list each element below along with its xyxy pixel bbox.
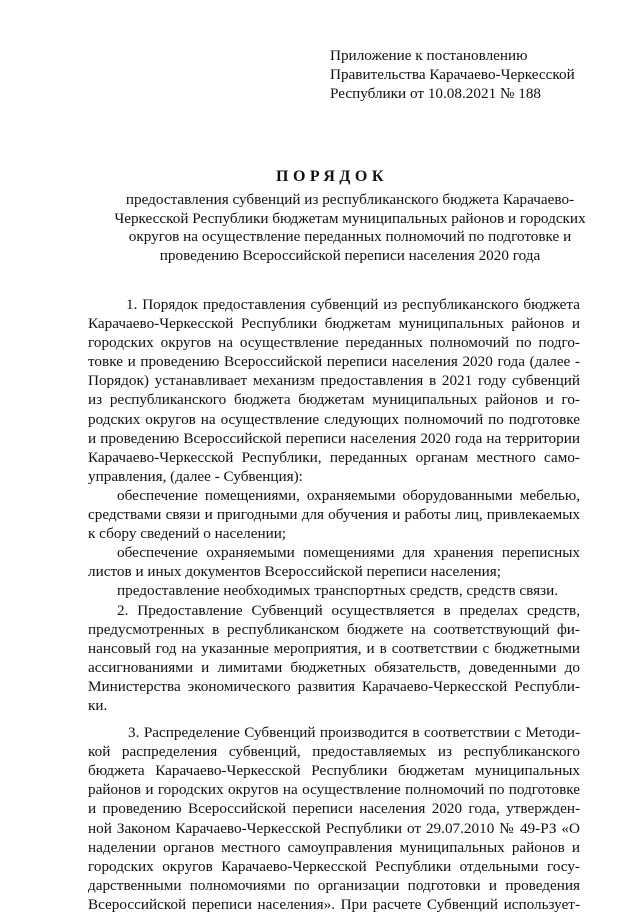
- body-line: к сбору сведений о населении;: [88, 525, 287, 543]
- body-line: Министерства экономического развития Карачаево-Черкесской Республи-: [88, 677, 580, 695]
- body-line: 2. Предоставление Субвенций осуществляется в пределах средств,: [117, 601, 580, 619]
- document-subtitle: [60, 191, 640, 265]
- document-title: ПОРЯДОК: [276, 168, 388, 185]
- body-line: родских округов на осуществление следующих полномочий по подготовке: [88, 410, 580, 428]
- body-line: средствами связи и пригодными для обучения и работы лиц, привлекаемых: [88, 506, 580, 524]
- body-line: предоставление необходимых транспортных средств, средств связи.: [117, 582, 559, 600]
- body-line: листов и иных документов Всероссийской переписи населения;: [88, 563, 501, 581]
- body-line: и проведению Всероссийской переписи населения 2020 года на территории: [88, 429, 580, 447]
- paragraph-4: [88, 581, 580, 600]
- body-line: дарственными полномочиями по организации подготовки и проведения: [88, 876, 580, 894]
- body-line: управления, (далее - Субвенция):: [88, 467, 303, 485]
- appendix-line: Республики от 10.08.2021 № 188: [330, 85, 542, 102]
- body-line: кой распределения субвенций, предоставляемых из республиканского: [88, 743, 580, 761]
- document-body: [88, 295, 580, 914]
- body-line: городских округов Карачаево-Черкесской Республики отдельными госу-: [88, 857, 580, 875]
- appendix-header: [330, 46, 575, 103]
- body-line: товке и проведению Всероссийской переписи населения 2020 года (далее -: [88, 353, 580, 371]
- body-line: обеспечение охраняемыми помещениями для хранения переписных: [117, 544, 580, 562]
- body-line: 3. Распределение Субвенций производится в соответствии с Методи-: [128, 724, 580, 742]
- paragraph-gap: [88, 715, 580, 723]
- body-line: бюджета Карачаево-Черкесской Республики бюджетам муниципальных: [88, 762, 580, 780]
- body-line: нансовый год на указанные мероприятия, и в соответствии с бюджетными: [88, 639, 580, 657]
- body-line: Всероссийской переписи населения». При расчете Субвенций использует-: [88, 895, 580, 913]
- paragraph-1: [88, 295, 580, 486]
- body-line: ассигнованиями и лимитами бюджетных обязательств, доведенными до: [88, 658, 580, 676]
- paragraph-3: [88, 543, 580, 581]
- body-line: наделении органов местного самоуправления муниципальных районов и: [88, 838, 580, 856]
- body-line: районов и городских округов на осуществление полномочий по подготовке: [88, 781, 580, 799]
- paragraph-6: [88, 723, 580, 914]
- subtitle-line: округов на осуществление переданных полномочий по подготовке и: [128, 228, 572, 245]
- body-line: 1. Порядок предоставления субвенций из республиканского бюджета: [126, 296, 580, 313]
- body-line: Карачаево-Черкесской Республики бюджетам муниципальных районов и: [88, 315, 580, 333]
- paragraph-2: [88, 486, 580, 543]
- body-line: ки.: [88, 696, 108, 714]
- body-line: Карачаево-Черкесской Республики, переданных органам местного само-: [88, 448, 580, 466]
- subtitle-line: Черкесской Республики бюджетам муниципальных районов и городских: [114, 209, 586, 227]
- appendix-line: Правительства Карачаево-Черкесской: [330, 66, 575, 83]
- body-line: обеспечение помещениями, охраняемыми оборудованными мебелью,: [117, 486, 580, 504]
- body-line: городских округов на осуществление переданных полномочий по подго-: [88, 334, 580, 352]
- body-line: предусмотренных в республиканском бюджете на соответствующий фи-: [88, 620, 580, 638]
- body-line: Порядок) устанавливает механизм предоставления в 2021 году субвенций: [88, 372, 580, 390]
- body-line: из республиканского бюджета бюджетам муниципальных районов и го-: [88, 391, 580, 409]
- subtitle-line: проведению Всероссийской переписи населения 2020 года: [159, 246, 541, 264]
- body-line: ной Законом Карачаево-Черкесской Республики от 29.07.2010 № 49-РЗ «О: [88, 819, 580, 837]
- paragraph-5: [88, 601, 580, 716]
- subtitle-line: предоставления субвенций из республиканского бюджета Карачаево-: [125, 191, 575, 208]
- appendix-line: Приложение к постановлению: [330, 47, 528, 64]
- body-line: и проведению Всероссийской переписи населения 2020 года, утвержден-: [88, 800, 580, 818]
